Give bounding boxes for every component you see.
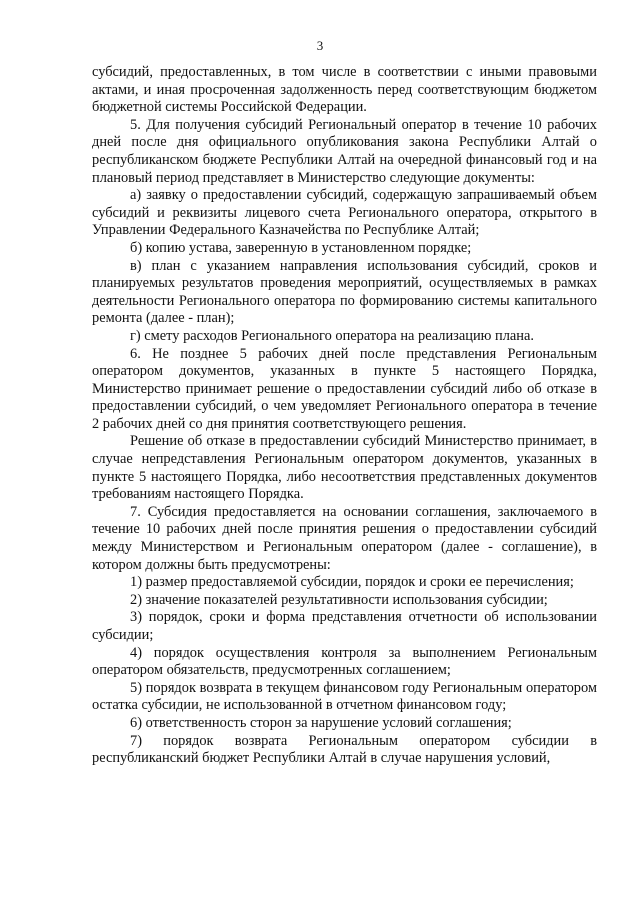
paragraph-item-6: 6. Не позднее 5 рабочих дней после представления Региональным оператором документов, указанных в пункте 5 настоящего Порядка, Министерство принимает решение о предоставлении субсидий либо об отказе в предоставлении субсидий, о чем уведомляет Регионального оператора в течение 2 рабочих дней со дня принятия соответствующего решения. [92,345,597,432]
list-item-7: 7) порядок возврата Региональным оператором субсидии в республиканский бюджет Республики Алтай в случае нарушения условий, [92,732,597,767]
document-body [92,64,597,768]
list-item-4: 4) порядок осуществления контроля за выполнением Региональным оператором обязательств, предусмотренных соглашением; [92,644,597,679]
paragraph-subitem-a: а) заявку о предоставлении субсидий, содержащую запрашиваемый объем субсидий и реквизиты лицевого счета Регионального оператора, открытого в Управлении Федерального Казначейства по Республике Алтай; [92,187,597,239]
paragraph-subitem-b: б) копию устава, заверенную в установленном порядке; [130,239,472,256]
paragraph-refusal: Решение об отказе в предоставлении субсидий Министерство принимает, в случае непредставления Региональным оператором документов, указанных в пункте 5 настоящего Порядка, либо несоответствия представленных документов требованиям настоящего Порядка. [92,433,597,503]
page-number: 3 [316,38,324,53]
list-item-2: 2) значение показателей результативности использования субсидии; [130,591,548,608]
paragraph-item-5: 5. Для получения субсидий Региональный оператор в течение 10 рабочих дней после дня официального опубликования закона Республики Алтай о республиканском бюджете Республики Алтай на очередной финансовый год и на плановый период представляет в Министерство следующие документы: [92,116,597,186]
paragraph-subitem-v: в) план с указанием направления использования субсидий, сроков и планируемых результатов проведения мероприятий, осуществляемых в рамках деятельности Регионального оператора по формированию системы капитального ремонта (далее - план); [92,257,597,327]
list-item-6: 6) ответственность сторон за нарушение условий соглашения; [130,714,512,731]
paragraph-continuation: субсидий, предоставленных, в том числе в соответствии с иными правовыми актами, и иная просроченная задолженность перед соответствующим бюджетом бюджетной системы Российской Федерации. [92,64,597,116]
paragraph-item-7: 7. Субсидия предоставляется на основании соглашения, заключаемого в течение 10 рабочих дней после принятия решения о предоставлении субсидий между Министерством и Региональным оператором (далее - соглашение), в котором должны быть предусмотрены: [92,503,597,573]
list-item-3: 3) порядок, сроки и форма представления отчетности об использовании субсидии; [92,609,597,643]
list-item-1: 1) размер предоставляемой субсидии, порядок и сроки ее перечисления; [130,574,574,591]
list-item-5: 5) порядок возврата в текущем финансовом году Региональным оператором остатка субсидии, не использованной в отчетном финансовом году; [92,679,597,714]
paragraph-subitem-g: г) смету расходов Регионального оператора на реализацию плана. [130,327,534,344]
